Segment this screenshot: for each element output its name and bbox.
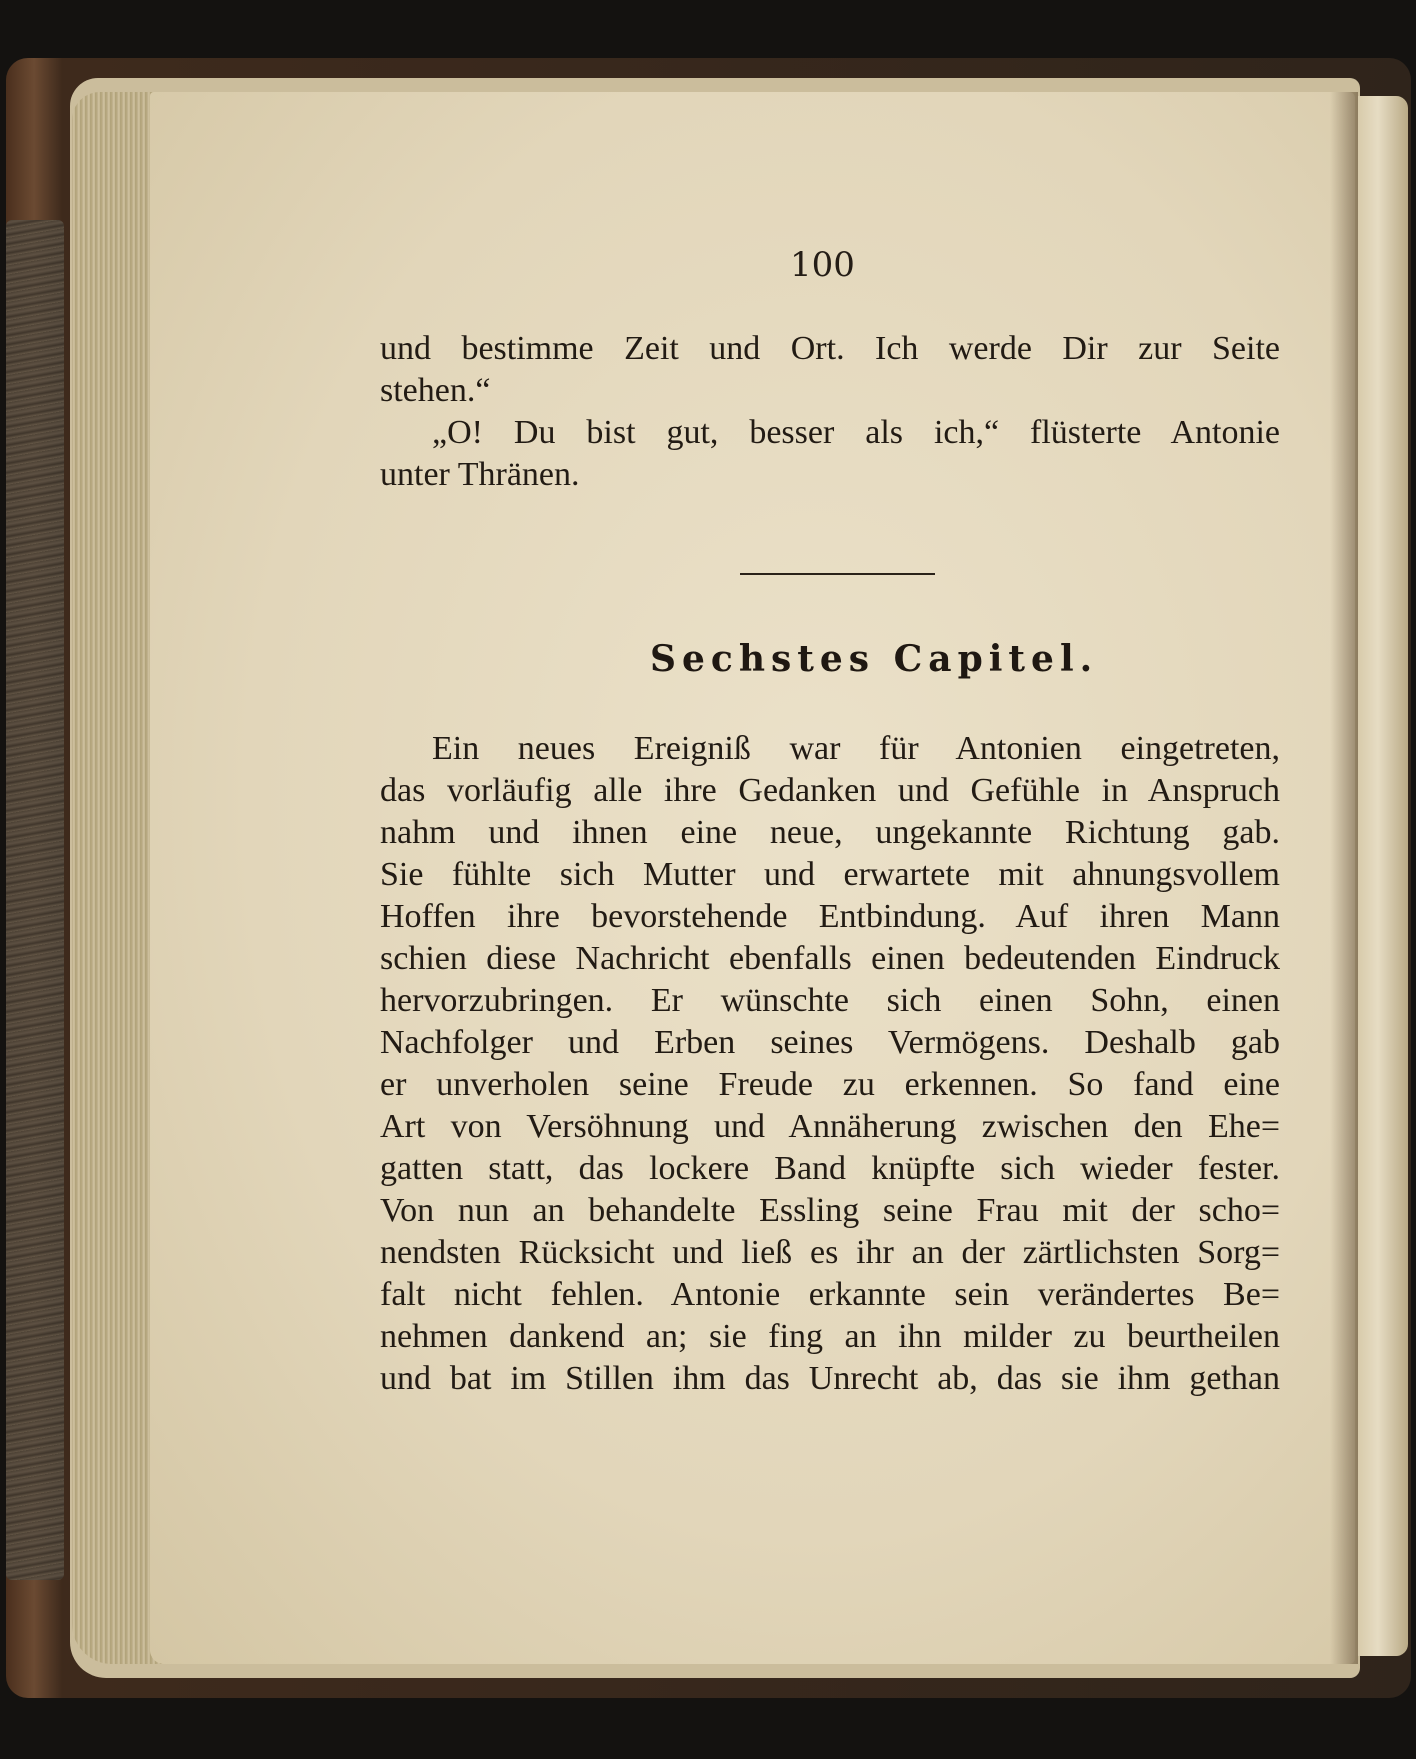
text-line: Sie fühlte sich Mutter und erwartete mit ahnungsvollem xyxy=(380,856,1280,893)
text-line: hervorzubringen. Er wünschte sich einen Sohn, einen xyxy=(380,982,1280,1019)
text-line: Ein neues Ereigniß war für Antonien eingetreten, xyxy=(432,730,1280,767)
facing-page-edge xyxy=(1358,96,1408,1656)
section-divider xyxy=(740,573,935,575)
text-line: unter Thränen. xyxy=(380,456,580,493)
text-line: schien diese Nachricht ebenfalls einen bedeutenden Eindruck xyxy=(380,940,1280,977)
text-line: nehmen dankend an; sie fing an ihn milder zu beurtheilen xyxy=(380,1318,1280,1355)
text-line: Art von Versöhnung und Annäherung zwischen den Ehe= xyxy=(380,1108,1280,1145)
chapter-paragraph xyxy=(380,728,1280,1400)
text-line: „O! Du bist gut, besser als ich,“ flüsterte Antonie xyxy=(432,414,1280,451)
text-line: stehen.“ xyxy=(380,372,491,409)
gutter-shadow xyxy=(1330,92,1358,1664)
text-line: und bat im Stillen ihm das Unrecht ab, das sie ihm gethan xyxy=(380,1360,1280,1397)
text-line: gatten statt, das lockere Band knüpfte sich wieder fester. xyxy=(380,1150,1280,1187)
text-line: er unverholen seine Freude zu erkennen. So fand eine xyxy=(380,1066,1280,1103)
text-line: nendsten Rücksicht und ließ es ihr an der zärtlichsten Sorg= xyxy=(380,1234,1280,1271)
text-line: falt nicht fehlen. Antonie erkannte sein verändertes Be= xyxy=(380,1276,1280,1313)
text-line: Hoffen ihre bevorstehende Entbindung. Auf ihren Mann xyxy=(380,898,1280,935)
text-line: nahm und ihnen eine neue, ungekannte Richtung gab. xyxy=(380,814,1280,851)
book-spine xyxy=(6,220,64,1580)
text-line: das vorläufig alle ihre Gedanken und Gefühle in Anspruch xyxy=(380,772,1280,809)
page-number: 100 xyxy=(790,245,855,285)
text-line: Von nun an behandelte Essling seine Frau mit der scho= xyxy=(380,1192,1280,1229)
chapter-heading: Sechstes Capitel. xyxy=(650,638,1099,680)
text-line: und bestimme Zeit und Ort. Ich werde Dir zur Seite xyxy=(380,330,1280,367)
page-edges xyxy=(72,92,162,1664)
text-line: Nachfolger und Erben seines Vermögens. Deshalb gab xyxy=(380,1024,1280,1061)
continuation-paragraph xyxy=(380,328,1280,496)
